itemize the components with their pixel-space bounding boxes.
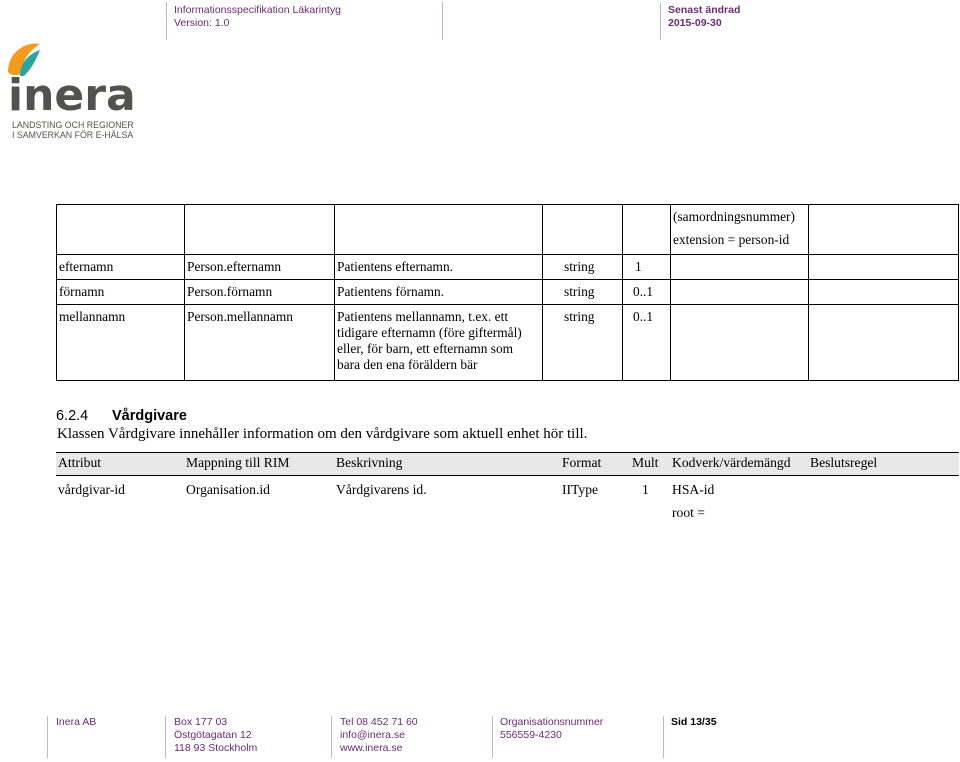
column-header: Format — [562, 455, 602, 470]
beskrivning-line: tidigare efternamn (före giftermål) — [337, 325, 522, 340]
table-row — [57, 255, 959, 280]
format-cell: string — [543, 280, 623, 305]
beskrivning-line: eller, för barn, ett efternamn som — [337, 341, 514, 356]
section-number: 6.2.4 — [56, 408, 89, 424]
column-header: Kodverk/värdemängd — [672, 455, 791, 470]
footer-divider — [492, 716, 493, 758]
format-cell: string — [543, 255, 623, 280]
footer-org — [500, 716, 603, 742]
attribut-cell: vårdgivar-id — [58, 482, 125, 497]
format-cell: string — [543, 305, 623, 381]
attribut-cell: förnamn — [57, 280, 185, 305]
column-header: Mult — [632, 455, 659, 470]
section-intro: Klassen Vårdgivare innehåller information om den vårdgivare som aktuell enhet hör till. — [57, 426, 588, 442]
footer-divider — [663, 716, 664, 758]
column-header: Beslutsregel — [810, 455, 878, 470]
table-row — [57, 280, 959, 305]
mult-cell: 1 — [642, 482, 649, 497]
changed-date: 2015-09-30 — [668, 17, 722, 29]
contact-phone: Tel 08 452 71 60 — [340, 716, 418, 728]
format-cell: IIType — [562, 482, 599, 497]
header-change-info — [668, 4, 740, 30]
header-divider — [660, 2, 661, 40]
kodverk-line: (samordningsnummer) — [673, 209, 795, 224]
address-line: Östgötagatan 12 — [174, 729, 252, 741]
mappning-cell: Person.mellannamn — [185, 305, 335, 381]
contact-email: info@inera.se — [340, 729, 405, 741]
patient-table — [56, 204, 959, 381]
kodverk-line: extension = person-id — [673, 232, 790, 247]
table-row — [57, 305, 959, 381]
address-line: Box 177 03 — [174, 716, 228, 728]
footer-contact — [340, 716, 418, 755]
section-heading — [56, 408, 187, 424]
mult-cell: 0..1 — [623, 280, 671, 305]
header-doc-info — [174, 4, 341, 30]
kodverk-cell: root = — [672, 505, 705, 520]
kodverk-cell — [671, 205, 809, 255]
beskrivning-cell: Vårdgivarens id. — [336, 482, 427, 497]
column-header: Beskrivning — [336, 455, 403, 470]
document-title: Informationsspecifikation Läkarintyg — [174, 4, 341, 16]
beskrivning-line: bara den ena föräldern bär — [337, 357, 478, 372]
mappning-cell: Person.efternamn — [185, 255, 335, 280]
header-divider — [166, 2, 167, 40]
logo-tagline-2: I SAMVERKAN FÖR E-HÄLSA — [12, 130, 134, 140]
logo-tagline-1: LANDSTING OCH REGIONER — [12, 120, 134, 130]
column-header: Mappning till RIM — [186, 455, 290, 470]
column-header: Attribut — [58, 455, 102, 470]
mult-cell: 1 — [623, 255, 671, 280]
beskrivning-cell: Patientens förnamn. — [335, 280, 543, 305]
attribut-cell: efternamn — [57, 255, 185, 280]
attribut-cell: mellannamn — [57, 305, 185, 381]
org-number: 556559-4230 — [500, 729, 562, 741]
footer-company: Inera AB — [56, 716, 97, 728]
mappning-cell: Organisation.id — [186, 482, 270, 497]
footer-address — [174, 716, 257, 755]
mult-cell: 0..1 — [623, 305, 671, 381]
header-divider — [442, 2, 443, 40]
footer-divider — [47, 716, 48, 758]
changed-label: Senast ändrad — [668, 4, 741, 16]
contact-web: www.inera.se — [340, 742, 403, 754]
document-version: Version: 1.0 — [174, 17, 230, 29]
footer-divider — [165, 716, 166, 758]
inera-logo-mark — [6, 40, 136, 145]
footer-divider — [331, 716, 332, 758]
org-label: Organisationsnummer — [500, 716, 604, 728]
beskrivning-cell — [335, 305, 543, 381]
beskrivning-line: Patientens mellannamn, t.ex. ett — [337, 309, 509, 324]
mappning-cell: Person.förnamn — [185, 280, 335, 305]
kodverk-cell: HSA-id — [672, 482, 715, 497]
beskrivning-cell: Patientens efternamn. — [335, 255, 543, 280]
section-title: Vårdgivare — [112, 408, 187, 424]
address-line: 118 93 Stockholm — [174, 742, 258, 754]
page-number: Sid 13/35 — [671, 716, 717, 728]
logo-wordmark: inera — [8, 70, 136, 121]
inera-logo — [6, 40, 136, 145]
table-row — [57, 205, 959, 255]
